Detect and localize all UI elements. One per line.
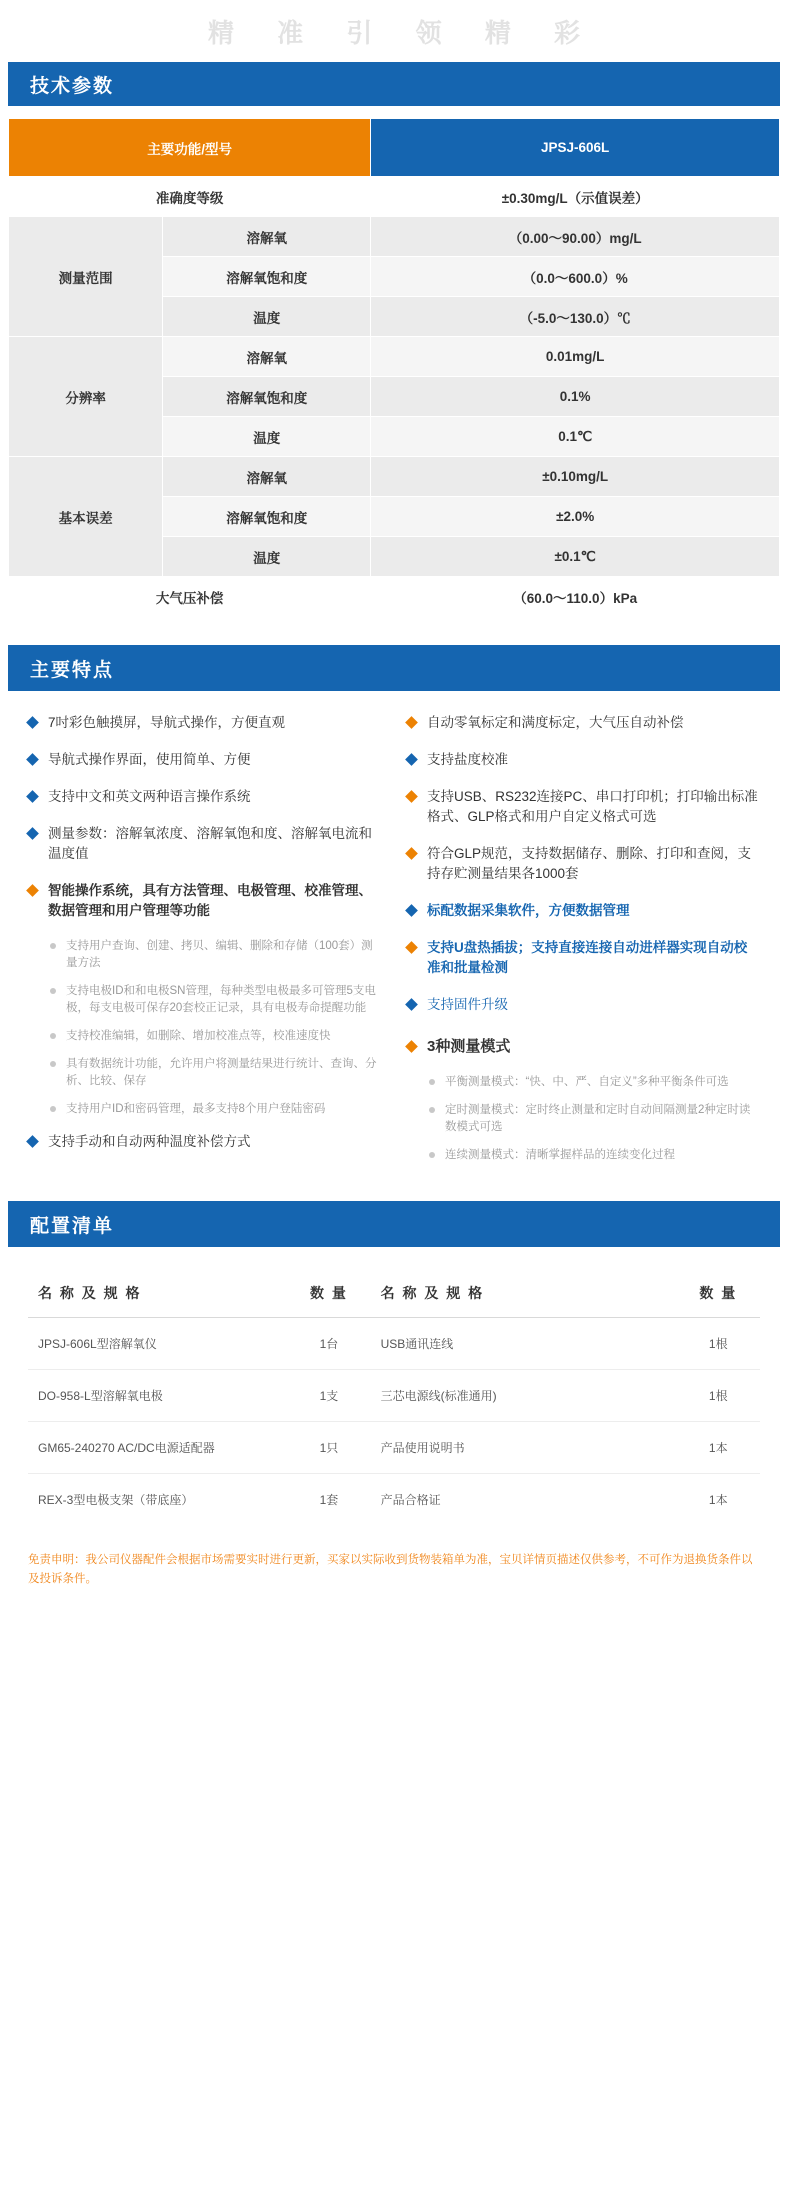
diamond-icon [26,753,39,766]
table-row [9,177,780,217]
spec-value: 0.1℃ [371,417,780,457]
config-table [28,1269,760,1525]
spec-value: （0.00～90.00）mg/L [371,217,780,257]
table-row [9,119,780,177]
features-right-column [407,713,760,1175]
feature-item [407,844,760,884]
feature-text: 3种测量模式 [427,1038,511,1055]
bullet-icon [429,1107,435,1113]
table-row [28,1318,760,1370]
feature-text: 测量参数：溶解氧浓度、溶解氧饱和度、溶解氧电流和温度值 [48,826,372,861]
table-row [28,1474,760,1526]
bullet-icon [50,943,56,949]
diamond-icon [405,716,418,729]
feature-subitem [50,983,381,1017]
diamond-icon [405,1040,418,1053]
feature-item [407,787,760,827]
spec-label: 准确度等级 [9,177,371,217]
feature-text: 标配数据采集软件，方便数据管理 [427,903,630,918]
features-left-column [28,713,381,1175]
config-cell-qty: 1只 [277,1422,370,1474]
diamond-icon [26,1135,39,1148]
config-cell-name: 产品使用说明书 [371,1422,667,1474]
config-cell-qty: 1本 [667,1422,760,1474]
config-cell-qty: 1根 [667,1370,760,1422]
feature-subtext: 支持校准编辑，如删除、增加校准点等，校准速度快 [66,1030,331,1042]
section-header-spec: 技术参数 [8,62,780,106]
spec-label: 温度 [163,417,371,457]
feature-subtext: 支持电极ID和和电极SN管理，每种类型电极最多可管理5支电极，每支电极可保存20套校正记录，具有电极寿命提醒功能 [66,985,376,1014]
feature-subtext: 支持用户查询、创建、拷贝、编辑、删除和存储（100套）测量方法 [66,940,373,969]
table-header-row [28,1269,760,1318]
top-banner: 精 准 引 领 精 彩 [207,17,599,48]
spec-label: 温度 [163,297,371,337]
spec-group-label: 分辨率 [9,337,163,457]
config-cell-name: GM65-240270 AC/DC电源适配器 [28,1422,277,1474]
config-cell-qty: 1支 [277,1370,370,1422]
spec-value: （0.0～600.0）% [371,257,780,297]
feature-subitem [50,1101,381,1118]
spec-table-wrap [8,118,780,617]
table-row [28,1422,760,1474]
feature-item [28,787,381,807]
feature-text: 自动零氧标定和满度标定，大气压自动补偿 [427,715,684,730]
feature-text: 支持USB、RS232连接PC、串口打印机；打印输出标准格式、GLP格式和用户自定义格式可选 [427,789,758,824]
spec-group-label: 基本误差 [9,457,163,577]
feature-text: 符合GLP规范，支持数据储存、删除、打印和查阅，支持存贮测量结果各1000套 [427,846,752,881]
feature-item [407,901,760,921]
spec-value: ±0.1℃ [371,537,780,577]
feature-subitem [50,1056,381,1090]
feature-subitem [50,1028,381,1045]
feature-subtext: 定时测量模式：定时终止测量和定时自动间隔测量2种定时读数模式可选 [445,1104,751,1133]
feature-subitem [50,938,381,972]
bullet-icon [429,1152,435,1158]
feature-item [407,938,760,978]
config-cell-name: DO-958-L型溶解氧电极 [28,1370,277,1422]
disclaimer-text: 免责申明：我公司仪器配件会根据市场需要实时进行更新，买家以实际收到货物装箱单为准，宝贝详情页描述仅供参考，不可作为退换货条件以及投诉条件。 [28,1554,753,1585]
bullet-icon [50,1033,56,1039]
bullet-icon [429,1079,435,1085]
feature-subtext: 平衡测量模式：“快、中、严、自定义”多种平衡条件可选 [445,1076,729,1088]
feature-item [28,713,381,733]
config-header-name-1: 名 称 及 规 格 [28,1269,277,1318]
spec-label: 溶解氧 [163,217,371,257]
features-section [28,713,760,1175]
diamond-icon [405,941,418,954]
config-cell-qty: 1本 [708,1493,728,1507]
feature-subitem [429,1102,760,1136]
feature-text: 导航式操作界面，使用简单、方便 [48,752,251,767]
section-header-config: 配置清单 [8,1201,780,1247]
feature-item [28,1132,381,1152]
feature-item [407,995,760,1015]
spec-label: 溶解氧饱和度 [163,377,371,417]
diamond-icon [405,790,418,803]
diamond-icon [405,904,418,917]
feature-subtext: 具有数据统计功能，允许用户将测量结果进行统计、查询、分析、比较、保存 [66,1058,377,1087]
spec-label: 溶解氧饱和度 [163,497,371,537]
feature-subitem [429,1147,760,1164]
feature-text: 支持盐度校准 [427,752,508,767]
config-cell-name: JPSJ-606L型溶解氧仪 [28,1318,277,1370]
bullet-icon [50,988,56,994]
config-cell-qty: 1套 [319,1493,339,1507]
spec-label: 大气压补偿 [9,577,371,617]
bullet-icon [50,1061,56,1067]
spec-label: 溶解氧饱和度 [163,257,371,297]
diamond-icon [26,716,39,729]
diamond-icon [405,847,418,860]
spec-label: 溶解氧 [163,337,371,377]
config-cell-name: REX-3型电极支架（带底座） [38,1493,194,1507]
diamond-icon [26,884,39,897]
feature-subtext: 连续测量模式：清晰掌握样品的连续变化过程 [445,1149,675,1161]
spec-value: ±0.30mg/L（示值误差） [371,177,780,217]
feature-text: 支持固件升级 [427,997,508,1012]
config-table-wrap [28,1269,760,1525]
spec-label: 溶解氧 [163,457,371,497]
spec-table [8,118,780,617]
diamond-icon [405,753,418,766]
feature-text: 7吋彩色触摸屏，导航式操作，方便直观 [48,715,286,730]
config-cell-name: 产品合格证 [380,1493,441,1507]
spec-value: ±2.0% [371,497,780,537]
config-header-name-2: 名 称 及 规 格 [371,1269,667,1318]
feature-item [28,824,381,864]
feature-item [407,713,760,733]
spec-value: ±0.10mg/L [371,457,780,497]
table-row [9,457,780,497]
feature-subitem [429,1074,760,1091]
diamond-icon [26,827,39,840]
bullet-icon [50,1106,56,1112]
diamond-icon [26,790,39,803]
spec-value: （-5.0～130.0）℃ [371,297,780,337]
feature-text: 智能操作系统，具有方法管理、电极管理、校准管理、数据管理和用户管理等功能 [48,883,372,918]
feature-item [28,881,381,921]
spec-value: 0.1% [371,377,780,417]
spec-header-col2: JPSJ-606L [371,119,780,177]
spec-header-col1: 主要功能/型号 [9,119,371,177]
table-row [9,337,780,377]
feature-item [28,750,381,770]
feature-item [407,1037,760,1057]
table-row [9,217,780,257]
diamond-icon [405,998,418,1011]
config-cell-qty: 1台 [277,1318,370,1370]
spec-value: （60.0～110.0）kPa [371,577,780,617]
config-cell-name: 三芯电源线(标准通用) [371,1370,667,1422]
config-cell-qty: 1根 [667,1318,760,1370]
config-header-qty-2: 数 量 [667,1269,760,1318]
feature-text: 支持中文和英文两种语言操作系统 [48,789,251,804]
table-row [9,577,780,617]
feature-text: 支持U盘热插拔；支持直接连接自动进样器实现自动校准和批量检测 [427,940,748,975]
feature-subtext: 支持用户ID和密码管理，最多支持8个用户登陆密码 [66,1103,326,1115]
feature-text: 支持手动和自动两种温度补偿方式 [48,1134,251,1149]
config-header-qty-1: 数 量 [277,1269,370,1318]
feature-item [407,750,760,770]
config-cell-name: USB通讯连线 [371,1318,667,1370]
spec-label: 温度 [163,537,371,577]
spec-group-label: 测量范围 [9,217,163,337]
spec-value: 0.01mg/L [371,337,780,377]
section-header-features: 主要特点 [8,645,780,691]
table-row [28,1370,760,1422]
